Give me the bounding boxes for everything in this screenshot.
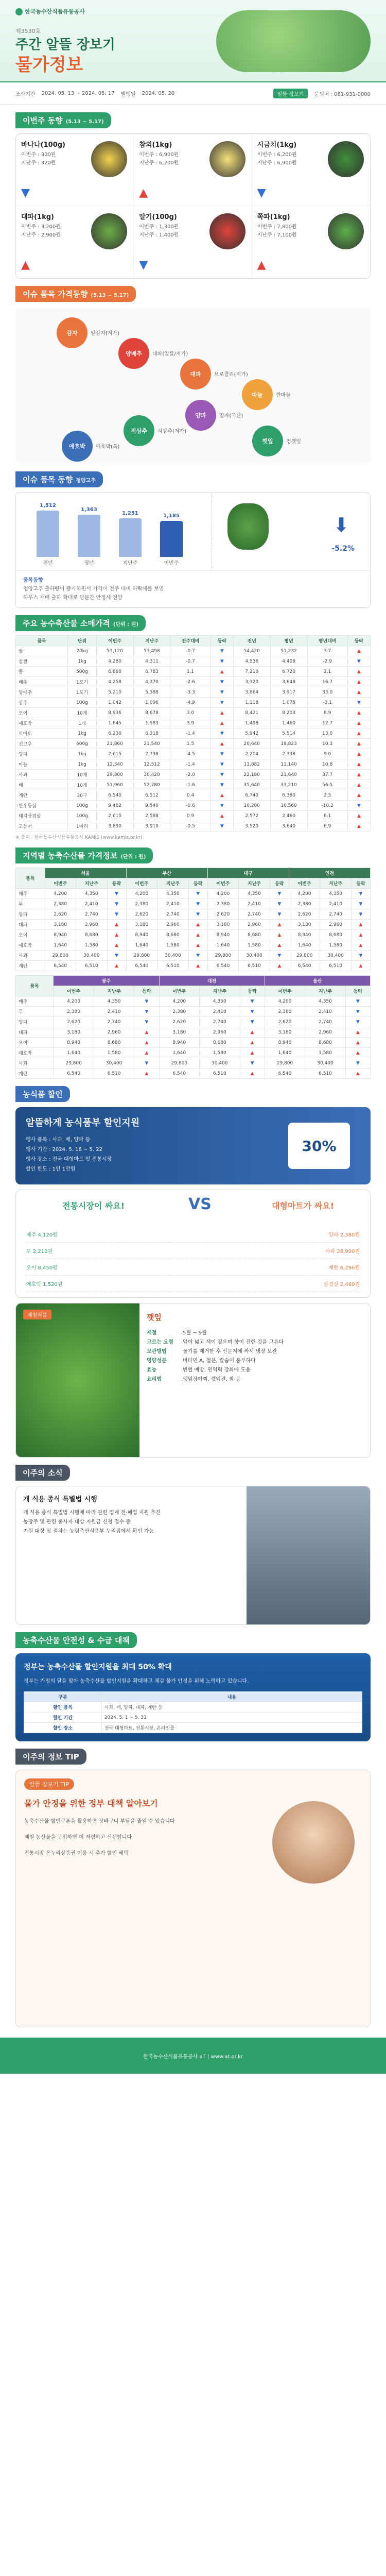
tip-badge: 알뜰 장보기 TIP (24, 1778, 74, 1790)
pepper-image (227, 503, 269, 550)
item-name: 쪽파(1kg) (257, 213, 290, 221)
support-title: 정부는 농축수산물 할인지원을 최대 50% 확대 (24, 1663, 172, 1671)
section-title: 이주의 소식 (15, 1465, 70, 1481)
table-header: 등락 (210, 636, 233, 646)
section-tip (0, 1741, 386, 2027)
discount-banner (15, 1107, 371, 1184)
trend-grid (16, 134, 370, 278)
flow-label: 청깻잎 (286, 439, 301, 445)
up-arrow-icon: ▲ (257, 259, 266, 272)
table-header: 지난주 (133, 636, 170, 646)
item-price: 이번주 : 6,900원 지난주 : 6,200원 (139, 152, 179, 166)
price-bar (160, 521, 183, 557)
tip-line: 농축수산물 할인쿠폰을 활용하면 장바구니 부담을 줄일 수 있습니다 (24, 1818, 175, 1824)
change-panel (212, 493, 370, 570)
news-line: 지원 대상 및 절차는 농림축산식품부 누리집에서 확인 가능 (23, 1529, 154, 1535)
meta-bar (0, 82, 386, 105)
bar-value: 1,363 (81, 507, 97, 513)
table-row: 고등어 1마리 3,890 3,910 -0.5 ▼ 3,520 3,640 6.9 ▲ (16, 821, 371, 832)
product-image (91, 141, 127, 177)
section-news (0, 1458, 386, 1625)
table-header: 전년 (233, 636, 270, 646)
seasonal-item: 깻잎 (147, 1313, 162, 1322)
trend-item (16, 206, 134, 278)
table-row: 찹쌀 1kg 4,280 4,311 -0.7 ▼ 4,536 4,408 -2.9 ▼ (16, 656, 371, 667)
regional-tables (15, 868, 371, 1079)
section-seasonal (0, 1303, 386, 1458)
banner-line: 할인 한도 : 1인 1만원 (26, 1166, 76, 1172)
section-weekly-trend (0, 105, 386, 279)
table-row: 할인 장소 전국 대형마트, 전통시장, 온라인몰 (24, 1723, 362, 1733)
table-row: 양파 1kg 2,615 2,738 -4.5 ▼ 2,204 2,398 9.0 ▲ (16, 749, 371, 759)
section-title: 이번주 동향 (5.13 ~ 5.17) (15, 112, 111, 128)
support-desc: 정부는 가정의 달을 맞아 농축수산물 할인지원을 확대하고 체감 물가 안정을 위해 노력하고 있습니다. (24, 1679, 249, 1684)
table-row: 할인 품목 사과, 배, 양파, 대파, 계란 등 (24, 1702, 362, 1713)
item-price: 이번주 : 3,200원 지난주 : 2,900원 (21, 224, 61, 238)
banner-line: 행사 기간 : 2024. 5. 16 ~ 5. 22 (26, 1147, 102, 1153)
comparison-row: 무 2,210원 사과 28,900원 (26, 1243, 360, 1259)
table-header: 등락 (347, 636, 370, 646)
down-arrow-icon: ⬇ (333, 514, 349, 536)
market-comparison (15, 1190, 371, 1298)
bar-value: 1,512 (40, 503, 56, 509)
flow-node: 깻잎 (252, 426, 283, 456)
price-bar (37, 511, 59, 557)
table-caption: ※ 출처 : 한국농수산식품유통공사 KAMIS (www.kamis.or.kr) (15, 835, 143, 840)
section-title: 이슈 품목 동향 청양고추 (15, 471, 103, 487)
flow-label: 양파(국산) (219, 413, 243, 419)
tip-headline: 물가 안정을 위한 정부 대책 알아보기 (24, 1799, 158, 1808)
section-issue-flow (0, 279, 386, 464)
seasonal-food-card (15, 1303, 371, 1458)
section-title: 농축수산물 안전성 & 수급 대책 (15, 1632, 137, 1648)
item-name: 바나나(100g) (21, 141, 65, 149)
table-header: 평년대비 (307, 636, 347, 646)
tip-card (15, 1770, 371, 2027)
section-retail-table (0, 608, 386, 840)
item-price: 이번주 : 6,200원 지난주 : 6,900원 (257, 152, 297, 166)
trend-item (252, 206, 370, 278)
notes-title: 품목동향 (23, 578, 43, 583)
news-line: 농장주 및 관련 종사자 대상 지원금 신청 접수 중 (23, 1519, 131, 1526)
table-row: 쌀 20kg 53,120 53,498 -0.7 ▼ 54,420 51,232 3.7 ▲ (16, 646, 371, 656)
org-logo (15, 7, 85, 15)
section-title: 주요 농수축산물 소매가격 (단위 : 원) (15, 615, 146, 631)
tip-line: 제철 농산물을 구입하면 더 저렴하고 신선합니다 (24, 1834, 132, 1840)
comparison-row: 애호박 1,520원 삼겹살 2,480원 (26, 1276, 360, 1292)
item-name: 딸기(100g) (139, 213, 177, 221)
price-bar (119, 518, 142, 557)
trend-item (16, 134, 134, 206)
section-title: 이주의 정보 TIP (15, 1749, 86, 1765)
issue-flow-diagram (15, 307, 371, 464)
issue-number: 제3530호 (15, 28, 41, 35)
section-issue-item (0, 464, 386, 608)
table-header: 전주대비 (170, 636, 210, 646)
item-price: 이번주 : 300원 지난주 : 320원 (21, 152, 56, 166)
table-row: 돼지삼겹살 100g 2,610 2,588 0.9 ▲ 2,572 2,460 6.1 ▲ (16, 811, 371, 821)
banner-line: 행사 장소 : 전국 대형마트 및 전통시장 (26, 1157, 112, 1162)
seasonal-row: 고르는 요령 잎이 넓고 색이 짙으며 향이 진한 것을 고른다 (147, 1340, 284, 1345)
table-row: 토마토 1kg 6,230 6,318 -1.4 ▼ 5,942 5,514 13.0 ▲ (16, 728, 371, 739)
bar-label: 전년 (43, 561, 53, 566)
section-regional-table (0, 840, 386, 1079)
trend-item (252, 134, 370, 206)
table-row: 오이 10개 8,936 8,678 3.0 ▲ 8,421 8,203 8.9 ▲ (16, 708, 371, 718)
table-row: 배추 1포기 4,258 4,370 -2.6 ▼ 3,320 3,648 16.7 ▲ (16, 677, 371, 687)
vs-label: VS (188, 1195, 212, 1213)
flow-node: 감자 (57, 317, 87, 348)
flow-node: 애호박 (62, 431, 93, 462)
up-arrow-icon: ▲ (139, 187, 148, 199)
news-headline: 개 식용 종식 특별법 시행 (23, 1496, 97, 1503)
down-arrow-icon: ▼ (139, 259, 148, 272)
support-card (15, 1653, 371, 1741)
seasonal-row: 효능 빈혈 예방, 면역력 강화에 도움 (147, 1367, 251, 1373)
table-row: 계란 30구 6,540 6,512 0.4 ▲ 6,740 6,380 2.5 ▲ (16, 790, 371, 801)
trend-item (134, 206, 252, 278)
bar-label: 평년 (84, 561, 94, 566)
down-arrow-icon: ▼ (21, 187, 30, 199)
item-price: 이번주 : 1,300원 지난주 : 1,400원 (139, 224, 179, 238)
table-row: 사과 10개 29,800 30,420 -2.0 ▼ 22,180 21,640 37.7 ▲ (16, 770, 371, 780)
contact: 문의처 : 061-931-0000 (314, 92, 371, 97)
table-row: 콩 500g 6,860 6,783 1.1 ▲ 7,210 6,720 2.1 ▲ (16, 667, 371, 677)
seasonal-row: 영양성분 비타민 A, 철분, 칼슘이 풍부하다 (147, 1358, 256, 1364)
period-label: 조사기간 (15, 92, 36, 97)
flow-node: 마늘 (242, 379, 273, 410)
flow-node: 양파 (185, 400, 216, 431)
banner-title: 알뜰하게 농식품부 할인지원 (26, 1117, 140, 1128)
person-image (272, 1801, 355, 1884)
table-row: 마늘 1kg 12,340 12,512 -1.4 ▼ 11,882 11,140 10.8 ▲ (16, 759, 371, 770)
page-footer: 한국농수산식품유통공사 aT | www.at.or.kr (0, 2038, 386, 2074)
section-vs (0, 1190, 386, 1298)
table-row: 할인 기간 2024. 5. 1 ~ 5. 31 (24, 1713, 362, 1723)
trend-item (134, 134, 252, 206)
flow-node: 대파 (180, 359, 211, 389)
retail-price-table (15, 635, 371, 832)
item-name: 대파(1kg) (21, 213, 54, 221)
section-title: 농식품 할인 (15, 1086, 70, 1102)
seasonal-row: 보관방법 물기를 제거한 후 신문지에 싸서 냉장 보관 (147, 1349, 277, 1354)
regional-table: 품목 서울 부산 대구 인천 이번주 지난주 등락 이번주 지난주 등락 이번주 지난주 등락 이번주 지난주 등락 배추 4,200 4,350 ▼ 4,200 4,350 ▼ 4,200 4,350 ▼ 4,200 4,350 ▼ 무 2,380 2,410 ▼ 2,380 2,410 ▼ 2,380 2,410 ▼ 2,380 2,410 ▼ 양파 2,620 2,740 ▼ 2,620 2,740 ▼ 2,620 2,740 ▼ 2,620 2,740 ▼ 대파 3,180 2,960 ▲ 3,180 2,960 ▲ 3,180 2,960 ▲ 3,180 2,960 ▲ 오이 8,940 8,680 ▲ 8,940 8,680 ▲ 8,940 8,680 ▲ 8,940 8,680 ▲ 애호박 1,640 1,580 ▲ 1,640 1,580 ▲ 1,640 1,580 ▲ 1,640 1,580 ▲ 사과 29,800 30,400 ▼ 29,800 30,400 ▼ 29,800 30,400 ▼ 29,800 30,400 ▼ 계란 6,540 6,510 ▲ 6,540 6,510 ▲ 6,540 6,510 ▲ 6,540 6,510 ▲ (15, 868, 371, 971)
bar-value: 1,185 (163, 513, 180, 519)
flow-label: 적상추(저가) (157, 429, 187, 434)
table-header: 이번주 (96, 636, 133, 646)
banner-line: 행사 품목 : 사과, 배, 양파 등 (26, 1137, 91, 1143)
tip-line: 전통시장 온누리상품권 이용 시 추가 할인 혜택 (24, 1850, 129, 1856)
table-row: 한우등심 100g 9,482 9,540 -0.6 ▼ 10,280 10,560 -10.2 ▼ (16, 801, 371, 811)
news-line: 개 식용 종식 특별법 시행에 따라 관련 업계 전·폐업 지원 추진 (23, 1510, 161, 1516)
flow-label: 알감자(저가) (91, 331, 120, 336)
mart-label: 대형마트가 싸요! (271, 1201, 334, 1211)
item-name: 참외(1kg) (139, 141, 172, 149)
traditional-market-label: 전통시장이 싸요! (62, 1201, 125, 1211)
flow-label: 브로콜리(저가) (214, 372, 248, 378)
org-name: 한국농수산식품유통공사 (25, 8, 85, 15)
section-title: 지역별 농축수산물 가격정보 (단위 : 원) (15, 848, 153, 863)
flow-node: 양배추 (118, 338, 149, 369)
tag-chip: 알뜰 장보기 (273, 89, 308, 98)
page-title-sub: 물가정보 (15, 55, 83, 75)
support-table: 구분 내용 할인 품목 사과, 배, 양파, 대파, 계란 등 할인 기간 2024. 5. 1 ~ 5. 31 할인 장소 전국 대형마트, 전통시장, 온라인몰 (24, 1691, 362, 1733)
discount-percent: 30% (288, 1123, 350, 1169)
product-image (328, 141, 364, 177)
published-label: 발행일 (120, 92, 136, 97)
comparison-row: 오이 8,450원 계란 6,290원 (26, 1259, 360, 1276)
section-discount (0, 1079, 386, 1184)
price-bar-chart (16, 493, 212, 570)
page-header (0, 0, 386, 82)
bar-label: 이번주 (164, 561, 179, 566)
table-header: 단위 (68, 636, 96, 646)
section-support (0, 1625, 386, 1741)
table-row: 애호박 1개 1,645 1,583 3.9 ▲ 1,498 1,460 12.7 ▲ (16, 718, 371, 728)
table-header: 평년 (270, 636, 307, 646)
section-title: 이슈 품목 가격동향 (5.13 ~ 5.17) (15, 286, 136, 302)
product-image (209, 213, 245, 249)
flow-node: 적상추 (124, 415, 154, 446)
flow-label: 애호박(특) (96, 444, 120, 450)
flow-label: 대파(알뜰/저가) (152, 351, 188, 357)
down-arrow-icon: ▼ (257, 187, 266, 199)
note-line: 하우스 재배 출하 확대로 당분간 안정세 전망 (23, 595, 122, 601)
news-image (247, 1486, 370, 1624)
seasonal-title: 제철식품 (23, 1310, 51, 1319)
bar-label: 지난주 (122, 561, 138, 566)
bar-value: 1,251 (122, 511, 138, 516)
news-card (15, 1486, 371, 1625)
price-bar (78, 515, 100, 557)
comparison-row: 배추 4,120원 양파 2,380원 (26, 1226, 360, 1243)
note-line: 청양고추 출하량이 증가하면서 가격이 전주 대비 하락세를 보임 (23, 586, 164, 592)
item-price: 이번주 : 7,800원 지난주 : 7,100원 (257, 224, 297, 238)
logo-icon (15, 8, 23, 15)
regional-table: 품목 광주 대전 울산 이번주 지난주 등락 이번주 지난주 등락 이번주 지난주 등락 배추 4,200 4,350 ▼ 4,200 4,350 ▼ 4,200 4,350 ▼ 무 2,380 2,410 ▼ 2,380 2,410 ▼ 2,380 2,410 ▼ 양파 2,620 2,740 ▼ 2,620 2,740 ▼ 2,620 2,740 ▼ 대파 3,180 2,960 ▲ 3,180 2,960 ▲ 3,180 2,960 ▲ 오이 8,940 8,680 ▲ 8,940 8,680 ▲ 8,940 8,680 ▲ 애호박 1,640 1,580 ▲ 1,640 1,580 ▲ 1,640 1,580 ▲ 사과 29,800 30,400 ▼ 29,800 30,400 ▼ 29,800 30,400 ▼ 계란 6,540 6,510 ▲ 6,540 6,510 ▲ 6,540 6,510 ▲ (15, 975, 371, 1079)
seasonal-row: 제철 5월 ~ 9월 (147, 1330, 207, 1336)
period-value: 2024. 05. 13 ~ 2024. 05. 17 (41, 91, 115, 96)
seasonal-row: 요리법 깻잎장아찌, 깻잎전, 쌈 등 (147, 1377, 241, 1382)
product-image (91, 213, 127, 249)
product-image (328, 213, 364, 249)
change-value: -5.2% (331, 545, 355, 553)
item-name: 시금치(1kg) (257, 141, 297, 149)
table-row: 배 10개 51,960 52,780 -1.6 ▼ 35,640 33,210 56.5 ▲ (16, 780, 371, 790)
header-vegetable-image (216, 10, 371, 72)
table-row: 건고추 600g 21,860 21,540 1.5 ▲ 20,640 19,823 10.3 ▲ (16, 739, 371, 749)
product-image (209, 141, 245, 177)
table-row: 양배추 1포기 5,210 5,388 -3.3 ▼ 3,864 3,917 33.0 ▲ (16, 687, 371, 698)
perilla-leaf-image (16, 1303, 139, 1457)
published-value: 2024. 05. 20 (142, 91, 175, 96)
flow-label: 깐마늘 (276, 393, 291, 398)
table-row: 상추 100g 1,042 1,096 -4.9 ▼ 1,118 1,075 -3.1 ▼ (16, 698, 371, 708)
up-arrow-icon: ▲ (21, 259, 30, 272)
page-title: 주간 알뜰 장보기 (15, 37, 115, 53)
table-header: 품목 (16, 636, 68, 646)
